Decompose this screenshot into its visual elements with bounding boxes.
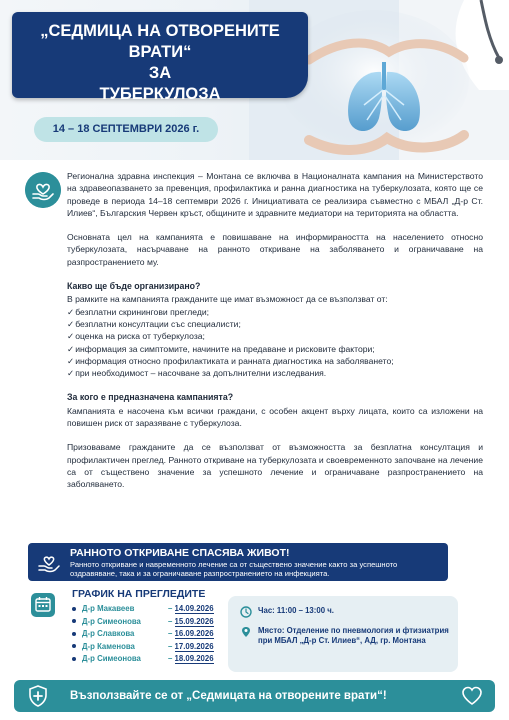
list-item: ✓при необходимост – насочване за допълнителни изследвания. [67, 368, 327, 379]
hand-heart-icon [36, 549, 62, 575]
schedule-list [72, 603, 214, 666]
place-text: Място: Отделение по пневмология и фтизиатрия при МБАЛ „Д-р Ст. Илиев“, АД, гр. Монтана [258, 626, 449, 645]
time-row [240, 606, 334, 618]
intro-paragraph-2: Основната цел на кампанията е повишаване на информираността на населението относно туберкулозата, насърчаване на ранното откриване на заболяването и ограничаване на разпространението му. [67, 232, 483, 267]
time-text: Час: 11:00 – 13:00 ч. [258, 606, 334, 615]
audience-heading: За кого е предназначена кампанията? [67, 392, 234, 403]
clock-icon [240, 606, 252, 618]
list-item: ✓оценка на риска от туберкулоза; [67, 331, 205, 342]
check-icon: ✓ [67, 331, 75, 342]
call-paragraph: Призоваваме гражданите да се възползват от възможността за безплатна консултация и профилактичен преглед. Ранното откриване на туберкулозата и своевременното започване на лечение са от съществено значение за успешното лечение и ограничаване разпространението на заболяването. [67, 442, 483, 490]
audience-paragraph: Кампанията е насочена към всички граждани, с особен акцент върху лицата, които са изложени на повишен риск от заразяване с туберкулоза. [67, 405, 483, 429]
calendar-icon [30, 592, 56, 618]
list-item: ✓информация за симптомите, начините на предаване и рисковите фактори; [67, 343, 375, 354]
early-detection-banner [28, 543, 448, 581]
place-row [240, 626, 450, 646]
shield-cross-icon [26, 684, 50, 708]
check-icon: ✓ [67, 318, 75, 329]
organized-heading: Какво ще бъде организирано? [67, 281, 201, 292]
schedule-row: Д-р Макавеев – 14.09.2026 [72, 603, 214, 616]
schedule-title: ГРАФИК НА ПРЕГЛЕДИТЕ [72, 588, 206, 600]
check-icon: ✓ [67, 355, 75, 366]
check-icon: ✓ [67, 343, 75, 354]
title-line-2: ЗА [148, 64, 172, 82]
page-title [12, 12, 308, 103]
list-item: ✓информация относно профилактиката и ранната диагностика на заболяването; [67, 355, 394, 366]
intro-paragraph-1: Регионална здравна инспекция – Монтана се включва в Националната кампания на Министерството на здравеопазването за превенция, профилактика и ранна диагностика на туберкулозата, която ще се проведе в периода 14–18 септември 2026 г. Инициативата се реализира съвместно с МБАЛ „Д-р Ст. Илиев“, Българския Червен кръст, общините и здравните медиатори на територията на областта. [67, 171, 483, 218]
footer-text: Възползвайте се от „Седмицата на отворените врати“! [70, 690, 387, 702]
title-line-1: „СЕДМИЦА НА ОТВОРЕНИТЕ ВРАТИ“ [40, 22, 280, 61]
schedule-row: Д-р Каменова – 17.09.2026 [72, 641, 214, 654]
hand-heart-icon [25, 172, 61, 208]
title-line-3: ТУБЕРКУЛОЗА [99, 85, 221, 103]
schedule-row: Д-р Славкова – 16.09.2026 [72, 628, 214, 641]
check-icon: ✓ [67, 368, 75, 379]
banner-title: РАННОТО ОТКРИВАНЕ СПАСЯВА ЖИВОТ! [70, 547, 290, 559]
footer-banner [14, 680, 495, 712]
time-place-box [228, 596, 458, 672]
check-icon: ✓ [67, 306, 75, 317]
list-item: ✓безплатни скринингови прегледи; [67, 306, 210, 317]
banner-text: Ранното откриване и навременното лечение са от съществено значение както за успешното оздравяване, така и за ограничаване разпространението на инфекцията. [70, 560, 398, 579]
campaign-dates-badge: 14 – 18 СЕПТЕМВРИ 2026 г. [34, 117, 218, 142]
location-pin-icon [240, 626, 252, 638]
schedule-row: Д-р Симеонова – 18.09.2026 [72, 653, 214, 666]
schedule-row: Д-р Симеонова – 15.09.2026 [72, 616, 214, 629]
article-body [67, 170, 483, 503]
services-list [67, 306, 483, 380]
list-item: ✓безплатни консултации със специалисти; [67, 318, 241, 329]
heart-icon [461, 685, 483, 707]
organized-lead: В рамките на кампанията гражданите ще имат възможност да се възползват от: [67, 294, 388, 305]
